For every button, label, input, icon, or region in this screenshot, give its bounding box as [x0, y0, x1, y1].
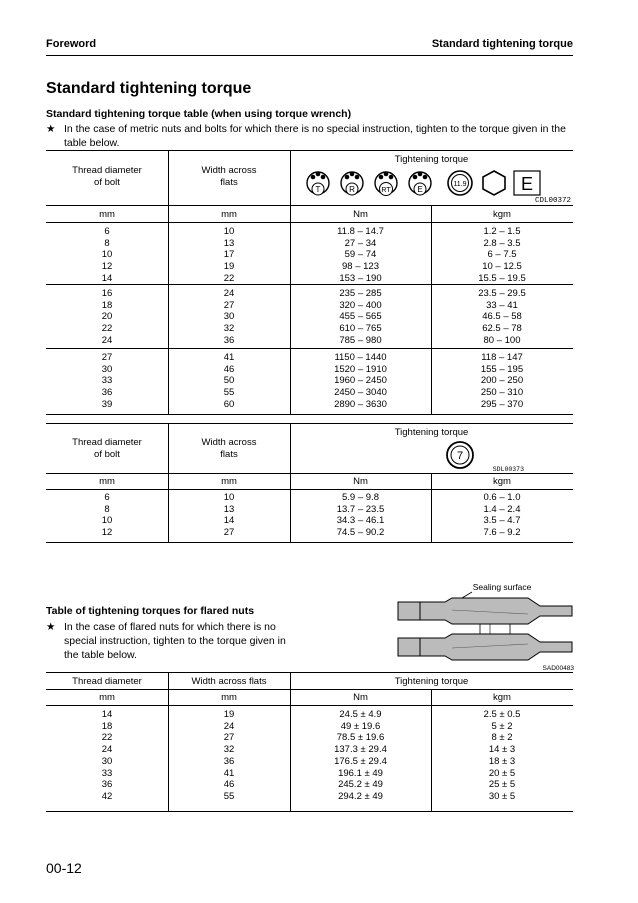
torque-nm-cell: 13.7 – 23.5: [336, 503, 385, 515]
torque-nm-cell: 1520 – 1910: [334, 363, 387, 375]
thread-cell: 36: [101, 779, 113, 791]
width-cell: 19: [223, 709, 235, 720]
torque-nm-cell: 49 ± 19.6: [340, 720, 381, 732]
torque-kgm-cell: 20 ± 5: [488, 767, 516, 779]
unit-width: mm: [221, 209, 237, 220]
width-cell: 19: [223, 261, 235, 273]
thread-cell: 39: [101, 398, 113, 410]
thread-cell: 20: [101, 311, 113, 323]
torque-kgm-cell: 295 – 370: [480, 398, 524, 410]
torque-kgm-cell: 2.8 – 3.5: [483, 237, 521, 249]
torque-kgm-cell: 118 – 147: [481, 352, 523, 363]
figure-code-label: SAD00483: [542, 665, 574, 672]
torque-nm-cell: 1960 – 2450: [334, 375, 387, 387]
width-cell: 10: [223, 226, 235, 237]
torque-nm-cell: 2890 – 3630: [334, 398, 387, 410]
bolt-marking-t-icon: [307, 172, 329, 195]
thread-cell: 10: [101, 249, 113, 261]
bolt-marking-rt-icon: [375, 172, 397, 196]
flared-nut-torque-table: Thread diameter Width across flats Tightening torque mm mm Nm kgm 14 18 22 24 30 33 36 42 19 24 27 32 36 41 46 55 24.5 ± 4.9 49 ± 19.6 78.5 ± 19.6 137.3 ± 29.4 176.5 ± 29.4 196.1 ± 49 245.2 ± 49 294.2 ± 49 2.5 ± 0.5 5 ± 2 8 ± 2 14 ± 3 18 ± 3 20 ± 5 25 ± 5 30 ± 5: [46, 672, 573, 812]
thread-cell: 24: [101, 334, 113, 346]
instruction-note: [46, 122, 573, 150]
torque-kgm-cell: 155 – 195: [480, 363, 524, 375]
width-cell: 22: [223, 272, 235, 284]
thread-cell: 22: [101, 323, 113, 335]
torque-nm-cell: 74.5 – 90.2: [336, 527, 385, 539]
width-cell: 46: [223, 363, 235, 375]
torque-nm-cell: 245.2 ± 49: [338, 779, 383, 791]
torque-nm-cell: 785 – 980: [339, 334, 382, 346]
thread-cell: 42: [101, 790, 113, 802]
torque-nm-cell: 5.9 – 9.8: [342, 492, 379, 503]
table-subtitle: Standard tightening torque table (when using torque wrench): [46, 108, 352, 120]
width-cell: 24: [223, 288, 235, 299]
width-cell: 41: [223, 352, 235, 363]
table-bottom-rule: [46, 414, 573, 415]
flared-table-title: Table of tightening torques for flared nuts: [46, 605, 255, 617]
width-cell: 14: [223, 515, 235, 527]
torque-kgm-cell: 3.5 – 4.7: [483, 515, 521, 527]
torque-nm-cell: 320 – 400: [339, 299, 382, 311]
svg-text:RT: RT: [381, 187, 391, 194]
star-icon-2: ★: [46, 621, 56, 633]
width-cell: 27: [223, 732, 235, 744]
torque-kgm-cell: 200 – 250: [480, 375, 524, 387]
header-section: Foreword: [46, 38, 97, 50]
thread-cell: 36: [101, 387, 113, 399]
torque-nm-cell: 196.1 ± 49: [338, 767, 383, 779]
width-cell: 27: [223, 299, 235, 311]
flared-fitting-icon: [398, 598, 572, 660]
torque-kgm-cell: 5 ± 2: [491, 720, 513, 732]
thread-cell: 33: [101, 375, 113, 387]
torque-kgm-cell: 250 – 310: [480, 387, 524, 399]
thread-cell: 18: [101, 299, 113, 311]
thread-cell: 30: [101, 755, 113, 767]
width-cell: 27: [223, 527, 235, 539]
thread-cell: 24: [101, 744, 113, 756]
thread-cell: 12: [101, 261, 113, 273]
torque-nm-cell: 34.3 – 46.1: [336, 515, 385, 527]
torque-kgm-cell: 1.4 – 2.4: [483, 503, 521, 515]
width-across-flats-header-2: Width across flats: [201, 437, 257, 460]
torque-kgm-cell: 18 ± 3: [488, 755, 516, 767]
torque-kgm-cell: 25 ± 5: [488, 779, 516, 791]
thread-cell: 18: [101, 720, 113, 732]
thread-diameter-header: Thread diameter of bolt: [72, 165, 142, 188]
symbol-figure-code: CDL00372: [534, 197, 571, 204]
table-top-rule: [46, 150, 573, 151]
tightening-torque-header: Tightening torque: [394, 154, 469, 165]
thread-cell: 8: [104, 237, 110, 249]
thread-cell: 14: [101, 709, 113, 720]
torque-kgm-cell: 8 ± 2: [491, 732, 513, 744]
width-cell: 36: [223, 755, 235, 767]
thread-cell: 14: [101, 272, 113, 284]
width-cell: 41: [223, 767, 235, 779]
width-cell: 10: [223, 492, 235, 503]
width-cell: 24: [223, 720, 235, 732]
torque-nm-cell: 98 – 123: [342, 261, 379, 273]
width-cell: 50: [223, 375, 235, 387]
width-cell: 55: [223, 387, 235, 399]
width-across-flats-header: Width across flats: [201, 165, 257, 188]
torque-kgm-cell: 46.5 – 58: [482, 311, 522, 323]
bolt-marking-e-icon: [409, 172, 431, 195]
thread-cell: 8: [104, 503, 110, 515]
star-icon: ★: [46, 123, 56, 135]
svg-text:T: T: [315, 185, 321, 194]
torque-nm-cell: 610 – 765: [339, 323, 382, 335]
torque-kgm-cell: 10 – 12.5: [482, 261, 522, 273]
svg-text:R: R: [349, 185, 355, 194]
width-cell: 60: [223, 398, 235, 410]
grade-7-bolt-symbol: [416, 439, 526, 473]
grade-7-icon: [447, 442, 473, 468]
thread-cell: 22: [101, 732, 113, 744]
thread-cell: 16: [101, 288, 113, 299]
thread-cell: 10: [101, 515, 113, 527]
width-cell: 17: [223, 249, 235, 261]
torque-nm-cell: 294.2 ± 49: [338, 790, 383, 802]
tightening-torque-header-2: Tightening torque: [394, 427, 469, 438]
thread-cell: 27: [101, 352, 113, 363]
torque-table-small-bolts: Thread diameter of bolt Width across flats Tightening torque 7 SDL00373 mm mm Nm kgm 6 8 10 12 10 13 14 27 5.9 – 9.8 13.7 – 23.5 34.3 – 46.1 74.5 – 90.2 0.6 – 1.0 1.4 – 2.4 3.5 – 4.7 7.6 – 9.2: [46, 423, 573, 543]
width-cell: 55: [223, 790, 235, 802]
torque-kgm-cell: 14 ± 3: [488, 744, 516, 756]
torque-kgm-cell: 62.5 – 78: [482, 323, 522, 335]
thread-cell: 33: [101, 767, 113, 779]
flared-torque-header: Tightening torque: [394, 676, 469, 687]
width-cell: 30: [223, 311, 235, 323]
svg-text:E: E: [417, 185, 423, 194]
torque-kgm-cell: 2.5 ± 0.5: [483, 709, 521, 720]
thread-cell: 12: [101, 527, 113, 539]
torque-nm-cell: 24.5 ± 4.9: [339, 709, 382, 720]
torque-kgm-cell: 33 – 41: [486, 299, 518, 311]
torque-kgm-cell: 80 – 100: [483, 334, 521, 346]
width-cell: 32: [223, 744, 235, 756]
header-topic: Standard tightening torque: [431, 38, 573, 50]
torque-nm-cell: 1150 – 1440: [334, 352, 387, 363]
torque-kgm-cell: 0.6 – 1.0: [483, 492, 521, 503]
sealing-surface-label: Sealing surface: [472, 582, 532, 592]
hex-head-icon: [483, 171, 505, 195]
symbol-figure-code-2: SDL00373: [492, 466, 524, 473]
torque-nm-cell: 2450 – 3040: [334, 387, 387, 399]
torque-nm-cell: 176.5 ± 29.4: [334, 755, 387, 767]
torque-kgm-cell: 6 – 7.5: [487, 249, 517, 261]
torque-nm-cell: 455 – 565: [339, 311, 382, 323]
bolt-marking-r-icon: [341, 172, 363, 195]
unit-nm: Nm: [353, 209, 368, 220]
width-cell: 36: [223, 334, 235, 346]
svg-text:7: 7: [456, 450, 464, 462]
thread-cell: 30: [101, 363, 113, 375]
flared-width-header: Width across flats: [191, 676, 267, 687]
svg-text:E: E: [520, 174, 534, 194]
width-cell: 13: [223, 503, 235, 515]
torque-nm-cell: 11.8 – 14.7: [337, 226, 384, 237]
page-number: 00-12: [46, 860, 82, 876]
torque-nm-cell: 153 – 190: [339, 272, 382, 284]
width-cell: 32: [223, 323, 235, 335]
bolt-grade-119-icon: [448, 171, 472, 195]
torque-nm-cell: 78.5 ± 19.6: [336, 732, 385, 744]
torque-kgm-cell: 1.2 – 1.5: [483, 226, 521, 237]
bolt-head-symbols: [304, 166, 572, 204]
flared-thread-header: Thread diameter: [72, 676, 142, 687]
thread-cell: 6: [104, 226, 110, 237]
torque-nm-cell: 27 – 34: [344, 237, 377, 249]
width-cell: 46: [223, 779, 235, 791]
flared-nut-diagram: [390, 580, 575, 672]
torque-kgm-cell: 23.5 – 29.5: [478, 288, 526, 299]
header-rule: [46, 55, 573, 56]
torque-kgm-cell: 7.6 – 9.2: [483, 527, 521, 539]
thread-diameter-header-2: Thread diameter of bolt: [72, 437, 142, 460]
unit-kgm: kgm: [493, 209, 511, 220]
width-cell: 13: [223, 237, 235, 249]
torque-nm-cell: 137.3 ± 29.4: [334, 744, 387, 756]
torque-kgm-cell: 30 ± 5: [488, 790, 516, 802]
torque-table-wrench: [46, 150, 573, 415]
note-line-1: In the case of metric nuts and bolts for which there is no special instruction, tighten to the torque given in the: [64, 123, 566, 135]
svg-text:11.9: 11.9: [453, 181, 467, 188]
page-title: Standard tightening torque: [46, 80, 252, 97]
torque-kgm-cell: 15.5 – 19.5: [478, 272, 526, 284]
thread-cell: 6: [104, 492, 110, 503]
note-line-2: table below.: [64, 137, 120, 149]
torque-nm-cell: 59 – 74: [344, 249, 377, 261]
page-header: [46, 38, 573, 54]
e-marking-icon: [514, 171, 540, 195]
unit-thread: mm: [99, 209, 115, 220]
torque-nm-cell: 235 – 285: [339, 288, 382, 299]
